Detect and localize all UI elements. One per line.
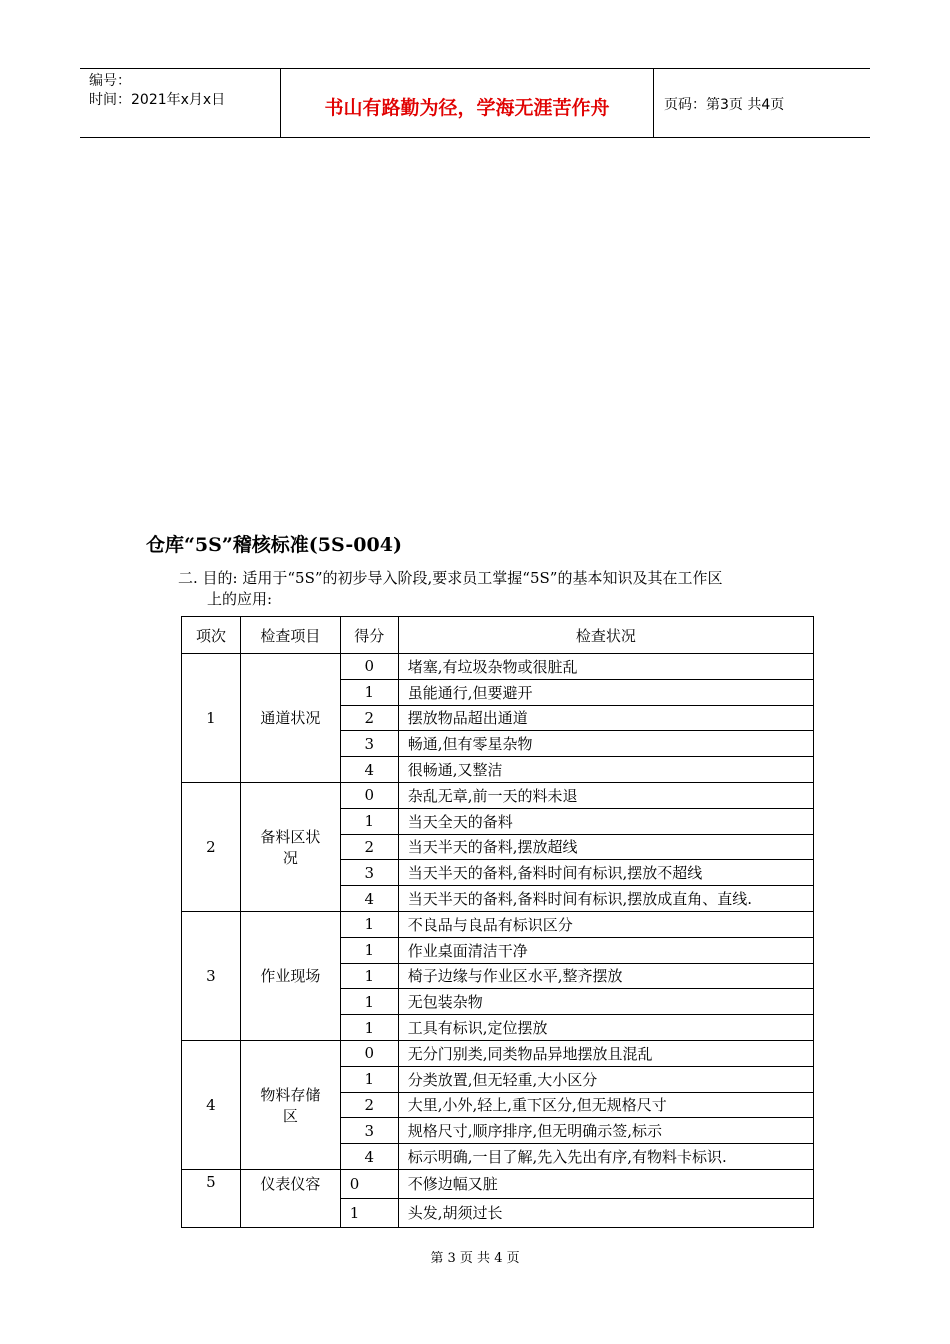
time-label: 时间：2021年x月x日 [89, 92, 226, 108]
group-no: 5 [182, 1169, 241, 1227]
page-header [80, 68, 870, 138]
row-desc: 规格尺寸,顺序排序,但无明确示签,标示 [398, 1118, 813, 1144]
row-desc: 工具有标识,定位摆放 [398, 1015, 813, 1041]
group-item: 仪表仪容 [240, 1169, 340, 1227]
row-desc: 作业桌面清洁干净 [398, 937, 813, 963]
row-score: 0 [340, 782, 398, 808]
row-desc: 当天半天的备料,备料时间有标识,摆放成直角、直线. [398, 886, 813, 912]
row-score: 1 [340, 1066, 398, 1092]
row-desc: 不良品与良品有标识区分 [398, 911, 813, 937]
purpose-line-1: 二. 目的: 适用于“5S”的初步导入阶段,要求员工掌握“5S”的基本知识及其在工作区 [178, 569, 723, 587]
row-score: 1 [340, 1198, 398, 1227]
row-score: 2 [340, 834, 398, 860]
row-score: 3 [340, 1118, 398, 1144]
row-desc: 当天半天的备料,备料时间有标识,摆放不超线 [398, 860, 813, 886]
page-footer: 第 3 页 共 4 页 [430, 1251, 520, 1266]
table-row [182, 1040, 814, 1066]
row-desc: 虽能通行,但要避开 [398, 679, 813, 705]
row-score: 2 [340, 705, 398, 731]
group-item: 通道状况 [240, 654, 340, 783]
table-row [182, 911, 814, 937]
row-score: 0 [340, 654, 398, 680]
header-motto: 书山有路勤为径，学海无涯苦作舟 [281, 69, 654, 137]
row-score: 1 [340, 937, 398, 963]
group-no: 3 [182, 911, 241, 1040]
row-score: 0 [340, 1169, 398, 1198]
purpose-paragraph [178, 568, 818, 610]
row-score: 3 [340, 860, 398, 886]
group-no: 2 [182, 782, 241, 911]
table-row [182, 654, 814, 680]
row-desc: 无分门别类,同类物品异地摆放且混乱 [398, 1040, 813, 1066]
row-desc: 堵塞,有垃圾杂物或很脏乱 [398, 654, 813, 680]
row-desc: 摆放物品超出通道 [398, 705, 813, 731]
document-title: 仓库“5S”稽核标准(5S-004) [146, 534, 402, 556]
row-desc: 椅子边缘与作业区水平,整齐摆放 [398, 963, 813, 989]
number-label: 编号： [89, 73, 131, 89]
row-score: 2 [340, 1092, 398, 1118]
row-score: 1 [340, 1015, 398, 1041]
audit-table [181, 616, 814, 1228]
row-score: 4 [340, 757, 398, 783]
table-row [182, 1169, 814, 1198]
row-score: 1 [340, 679, 398, 705]
row-score: 0 [340, 1040, 398, 1066]
row-desc: 当天全天的备料 [398, 808, 813, 834]
row-desc: 标示明确,一目了解,先入先出有序,有物料卡标识. [398, 1144, 813, 1170]
header-meta [80, 69, 281, 137]
row-desc: 大里,小外,轻上,重下区分,但无规格尺寸 [398, 1092, 813, 1118]
row-desc: 分类放置,但无轻重,大小区分 [398, 1066, 813, 1092]
purpose-line-2: 上的应用: [207, 590, 273, 608]
group-item: 作业现场 [240, 911, 340, 1040]
group-item: 备料区状况 [240, 782, 340, 911]
header-score: 得分 [340, 617, 398, 654]
row-desc: 当天半天的备料,摆放超线 [398, 834, 813, 860]
group-item: 物料存储区 [240, 1040, 340, 1169]
row-desc: 杂乱无章,前一天的料未退 [398, 782, 813, 808]
row-score: 3 [340, 731, 398, 757]
row-desc: 头发,胡须过长 [398, 1198, 813, 1227]
row-desc: 畅通,但有零星杂物 [398, 731, 813, 757]
group-no: 4 [182, 1040, 241, 1169]
table-header-row [182, 617, 814, 654]
header-no: 项次 [182, 617, 241, 654]
header-item: 检查项目 [240, 617, 340, 654]
row-score: 4 [340, 886, 398, 912]
row-score: 1 [340, 989, 398, 1015]
row-score: 1 [340, 911, 398, 937]
group-no: 1 [182, 654, 241, 783]
row-desc: 不修边幅又脏 [398, 1169, 813, 1198]
row-desc: 很畅通,又整洁 [398, 757, 813, 783]
row-score: 4 [340, 1144, 398, 1170]
table-row [182, 782, 814, 808]
row-score: 1 [340, 808, 398, 834]
row-desc: 无包装杂物 [398, 989, 813, 1015]
header-page-info: 页码：第3页 共4页 [664, 97, 785, 113]
header-status: 检查状况 [398, 617, 813, 654]
row-score: 1 [340, 963, 398, 989]
